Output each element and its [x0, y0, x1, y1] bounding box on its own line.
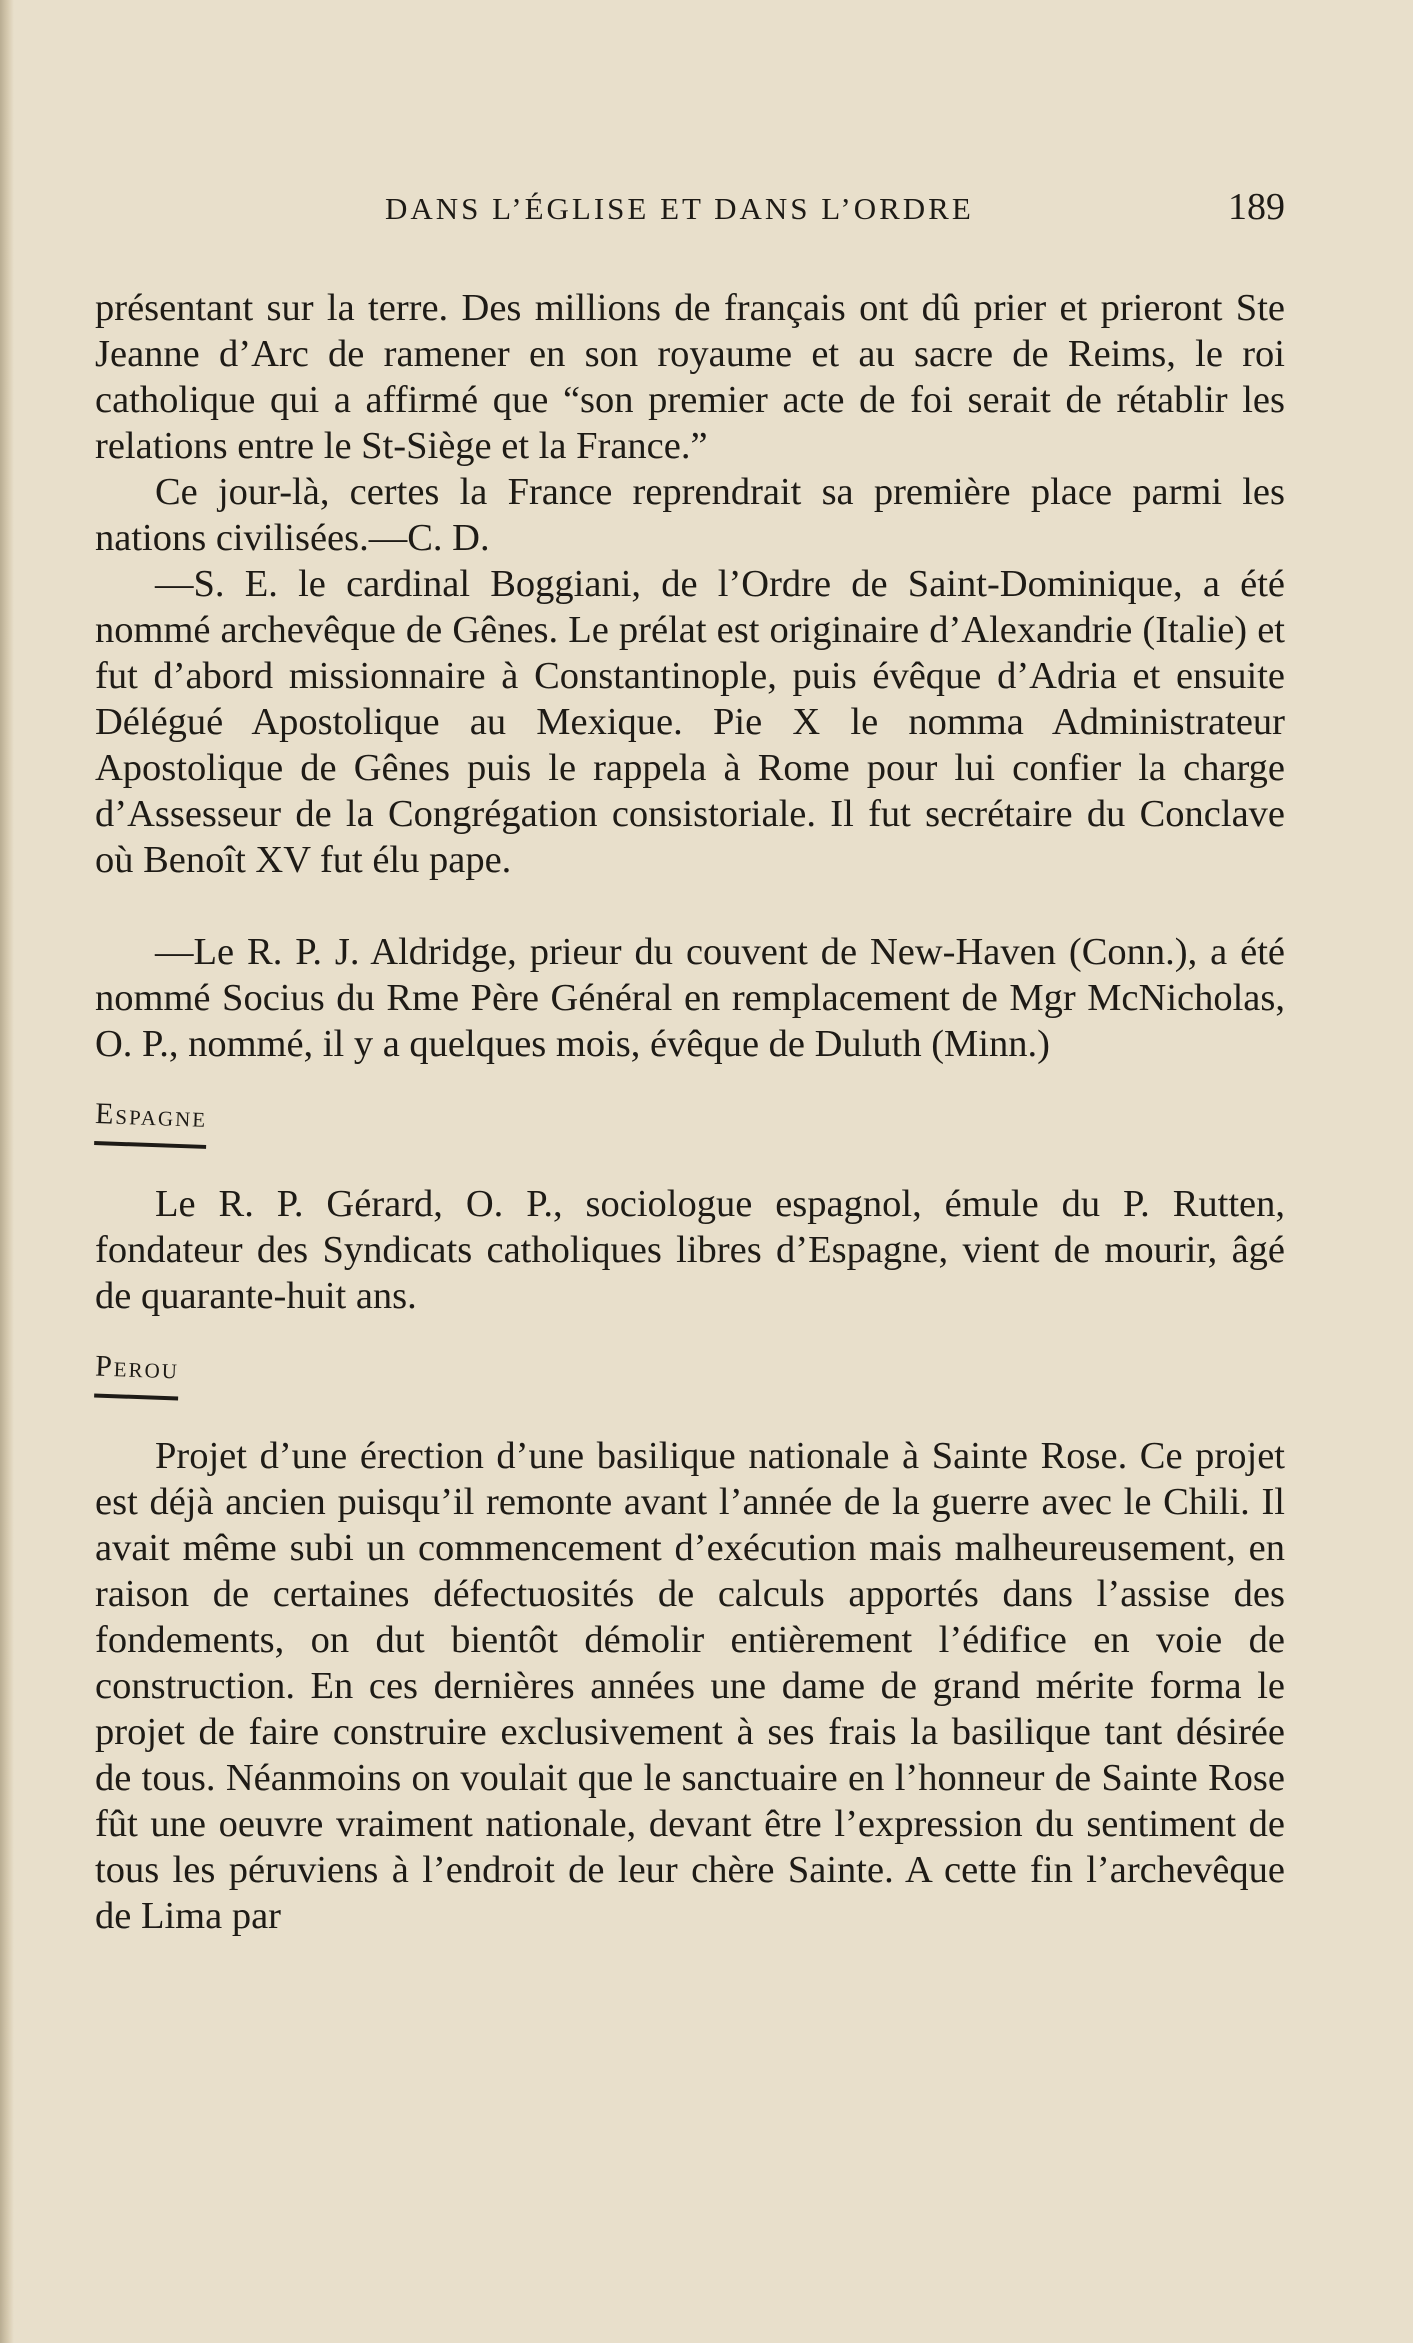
paragraph-perou: Projet d’une érection d’une basilique nationale à Sainte Rose. Ce projet est déjà ancien puisqu’il remonte avant l’année de la guerre avec le Chili. Il avait même subi un commencement d’exécution mais malheureusement, en raison de certaines défectuosités de calculs apportés dans l’assise des fondements, on dut bientôt démolir entièrement l’édifice en voie de construction. En ces dernières années une dame de grand mérite forma le projet de faire construire exclusivement à ses frais la basilique tant désirée de tous. Néanmoins on voulait que le sanctuaire en l’honneur de Sainte Rose fût une oeuvre vraiment nationale, devant être l’expression du sentiment de tous les péruviens à l’endroit de leur chère Sainte. A cette fin l’archevêque de Lima par — [95, 1435, 1285, 1937]
paragraph-aldridge: —Le R. P. J. Aldridge, prieur du couvent de New-Haven (Conn.), a été nommé Socius du Rme Père Général en remplacement de Mgr McNicholas, O. P., nommé, il y a quelques mois, évêque de Duluth (Minn.) — [95, 931, 1285, 1065]
paragraph-espagne: Le R. P. Gérard, O. P., sociologue espagnol, émule du P. Rutten, fondateur des Syndicats catholiques libres d’Espagne, vient de mourir, âgé de quarante-huit ans. — [95, 1183, 1285, 1317]
running-header — [385, 185, 1285, 245]
book-page — [95, 185, 1285, 1939]
section-perou — [95, 1319, 1285, 1939]
section-espagne — [95, 1067, 1285, 1319]
page-number: 189 — [1228, 186, 1285, 228]
running-title: DANS L’ÉGLISE ET DANS L’ORDRE — [385, 191, 974, 226]
section-heading-espagne: Espagne — [94, 1091, 208, 1149]
body-text — [95, 285, 1285, 1939]
paragraph-continuation: présentant sur la terre. Des millions de français ont dû prier et prieront Ste Jeanne d’Arc de ramener en son royaume et au sacre de Reims, le roi catholique qui a affirmé que “son premier acte de foi serait de rétablir les relations entre le St-Siège et la France.” — [95, 287, 1285, 467]
paragraph-boggiani: —S. E. le cardinal Boggiani, de l’Ordre de Saint-Dominique, a été nommé archevêque de Gênes. Le prélat est originaire d’Alexandrie (Italie) et fut d’abord missionnaire à Constantinople, puis évêque d’Adria et ensuite Délégué Apostolique au Mexique. Pie X le nomma Administrateur Apostolique de Gênes puis le rappela à Rome pour lui confier la charge d’Assesseur de la Congrégation consistoriale. Il fut secrétaire du Conclave où Benoît XV fut élu pape. — [95, 563, 1285, 881]
paragraph-gap — [95, 883, 1285, 929]
book-spine-shadow — [0, 0, 14, 2343]
paragraph-france: Ce jour-là, certes la France reprendrait sa première place parmi les nations civilisées.—C. D. — [95, 471, 1285, 559]
section-heading-perou: Perou — [94, 1344, 180, 1401]
